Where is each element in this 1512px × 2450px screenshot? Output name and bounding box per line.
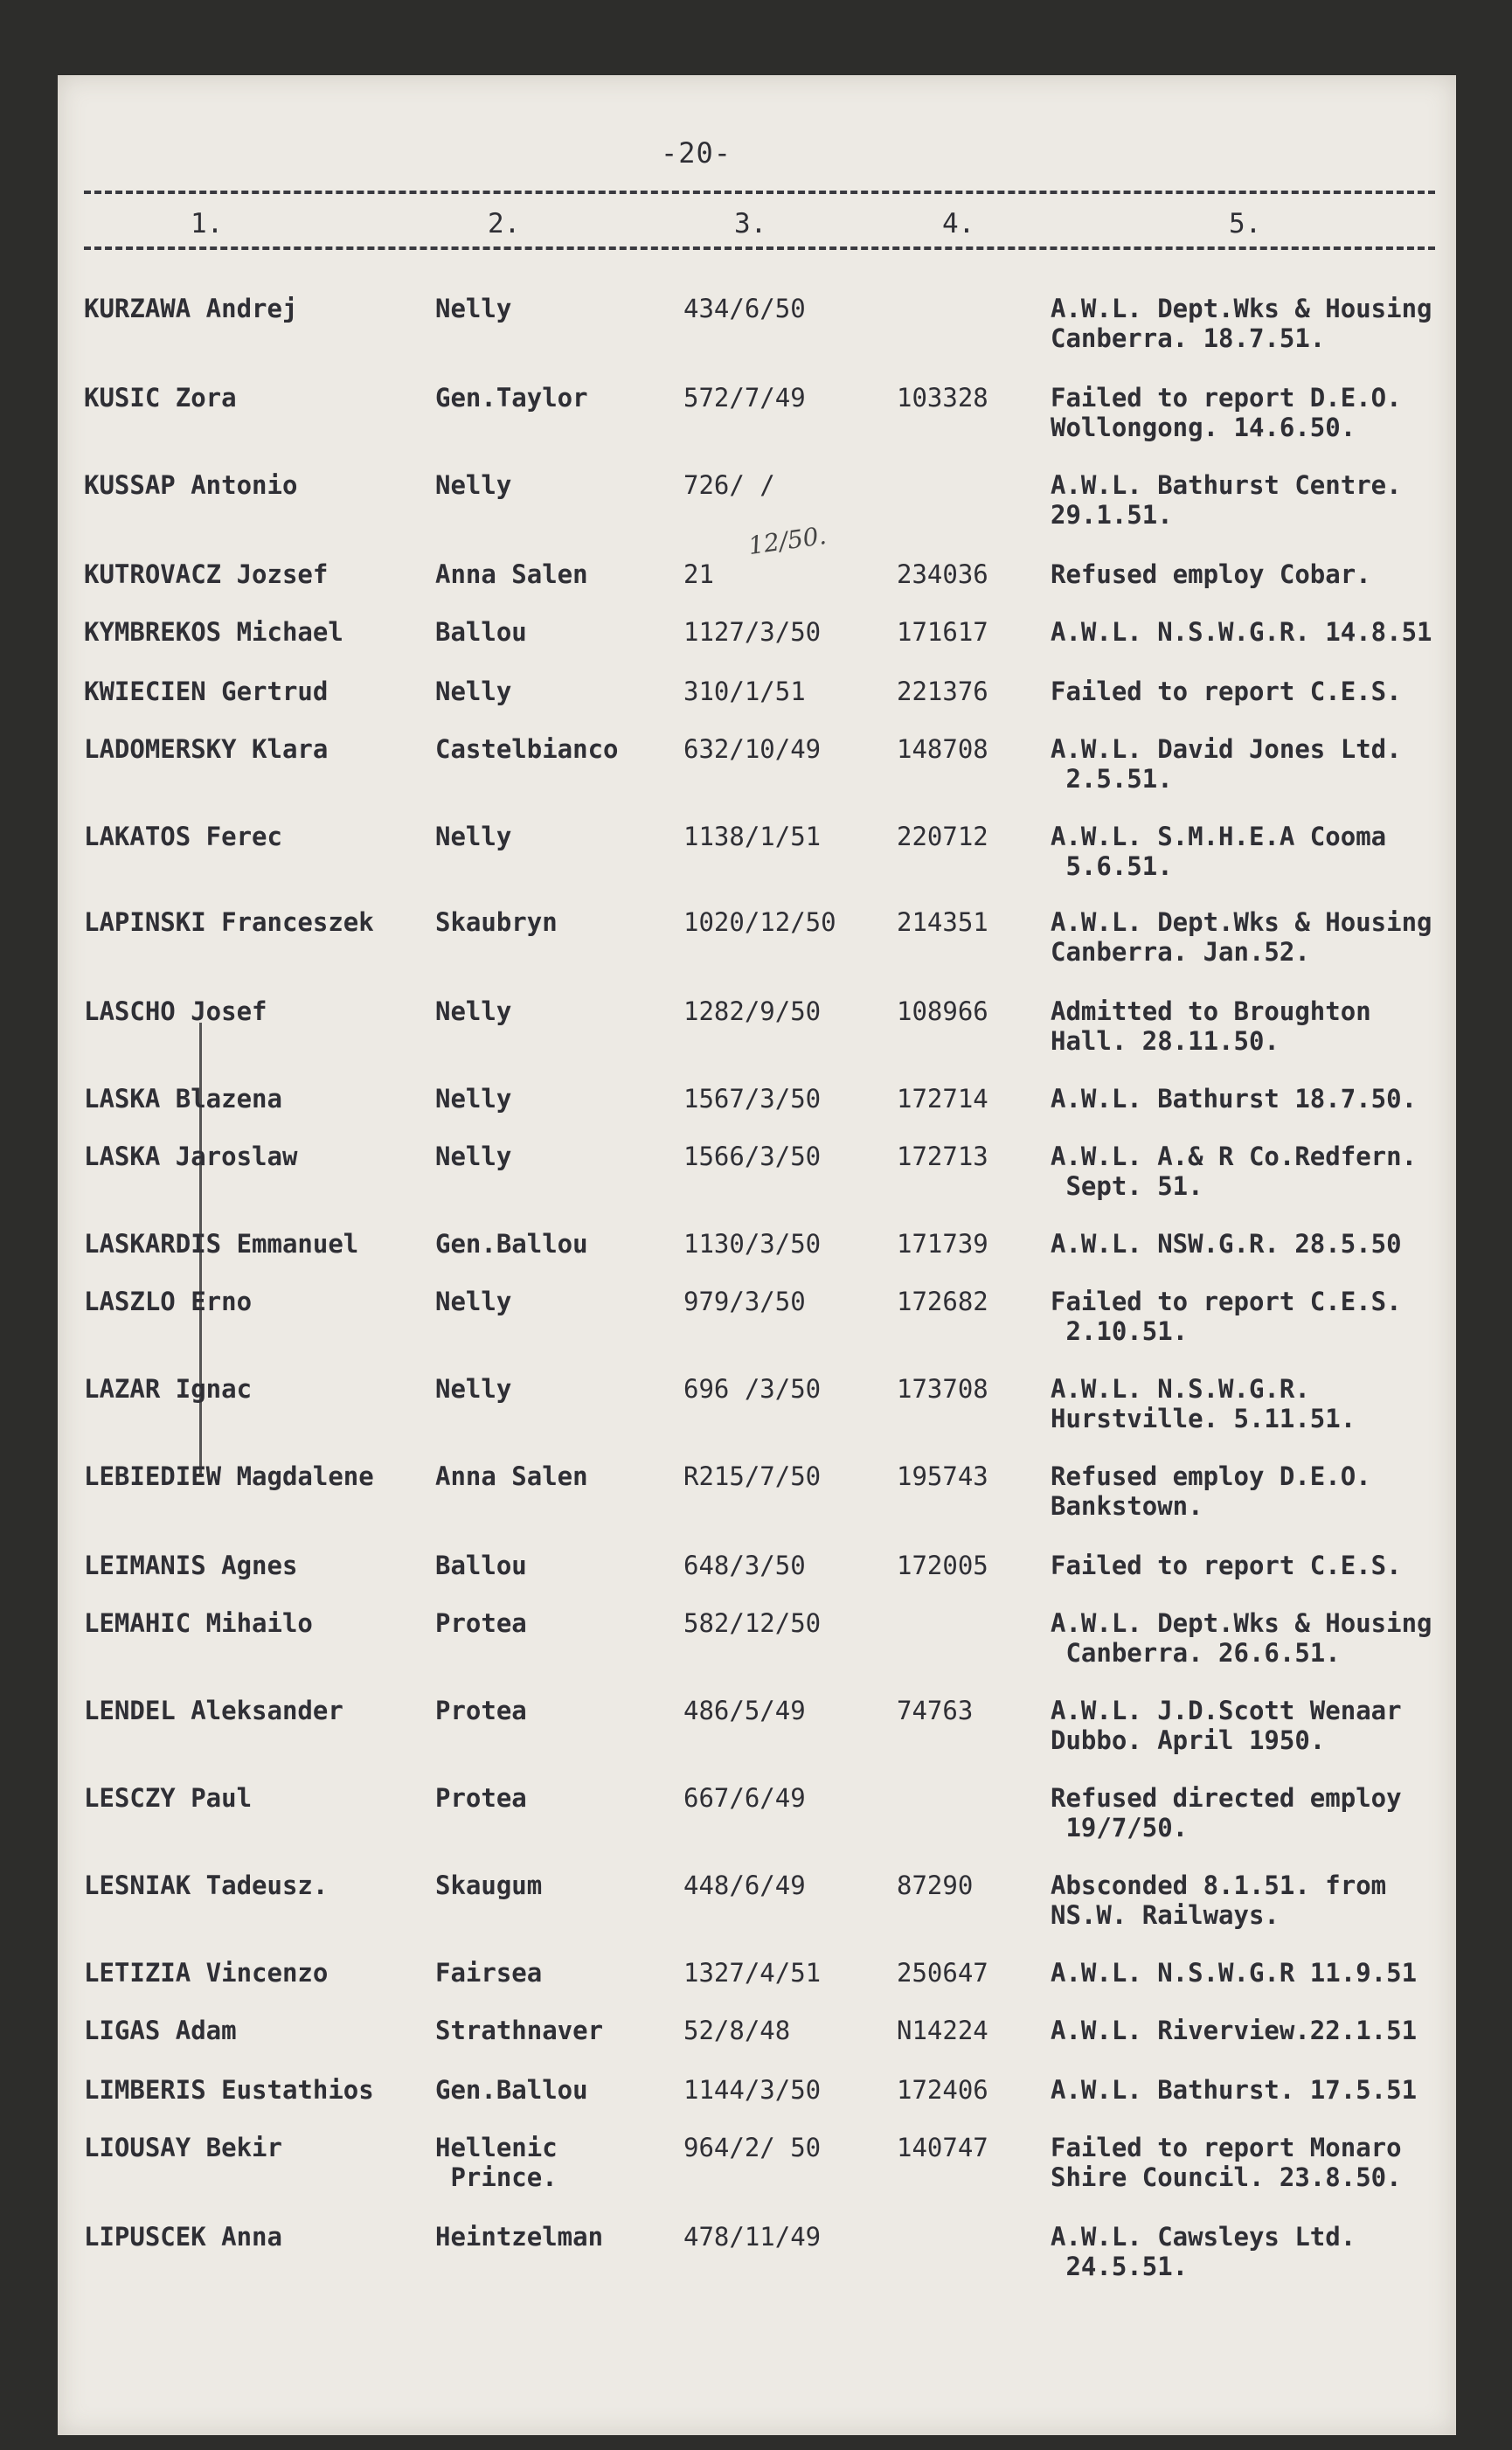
- remarks-cell: A.W.L. Dept.Wks & Housing Canberra. 26.6.51.: [1051, 1608, 1432, 1668]
- remarks-cell: A.W.L. N.S.W.G.R 11.9.51: [1051, 1958, 1418, 1988]
- column-header-1: 1.: [191, 208, 224, 239]
- name-cell: LAKATOS Ferec: [84, 822, 282, 851]
- name-cell: LASKA Blazena: [84, 1084, 282, 1114]
- name-cell: LIPUSCEK Anna: [84, 2222, 282, 2252]
- reference-cell: 696 /3/50: [683, 1374, 822, 1404]
- ship-cell: Gen.Ballou: [435, 2075, 588, 2105]
- remarks-cell: A.W.L. Bathurst. 17.5.51: [1051, 2075, 1418, 2105]
- column-header-2: 2.: [488, 208, 521, 239]
- remarks-cell: A.W.L. David Jones Ltd. 2.5.51.: [1051, 734, 1402, 794]
- ship-cell: Nelly: [435, 822, 512, 851]
- ship-cell: Nelly: [435, 294, 512, 323]
- remarks-cell: Failed to report C.E.S.: [1051, 1551, 1402, 1580]
- name-cell: LESNIAK Tadeusz.: [84, 1870, 329, 1900]
- column-header-5: 5.: [1229, 208, 1262, 239]
- number-cell: 87290: [897, 1870, 974, 1900]
- number-cell: 172682: [897, 1287, 988, 1316]
- ship-cell: Nelly: [435, 470, 512, 500]
- name-cell: LEMAHIC Mihailo: [84, 1608, 313, 1638]
- number-cell: 171739: [897, 1229, 988, 1259]
- ship-cell: Fairsea: [435, 1958, 543, 1988]
- number-cell: 140747: [897, 2133, 988, 2162]
- remarks-cell: Absconded 8.1.51. from NS.W. Railways.: [1051, 1870, 1387, 1930]
- remarks-cell: A.W.L. S.M.H.E.A Cooma 5.6.51.: [1051, 822, 1387, 881]
- name-cell: LIMBERIS Eustathios: [84, 2075, 374, 2105]
- reference-cell: 979/3/50: [683, 1287, 806, 1316]
- number-cell: N14224: [897, 2016, 988, 2045]
- reference-cell: 1566/3/50: [683, 1142, 822, 1171]
- reference-cell: 1020/12/50: [683, 907, 836, 937]
- ship-cell: Hellenic Prince.: [435, 2133, 558, 2192]
- reference-cell: 52/8/48: [683, 2016, 791, 2045]
- ship-cell: Skaugum: [435, 1870, 543, 1900]
- remarks-cell: A.W.L. N.S.W.G.R. Hurstville. 5.11.51.: [1051, 1374, 1356, 1433]
- name-cell: LENDEL Aleksander: [84, 1696, 343, 1725]
- remarks-cell: A.W.L. Cawsleys Ltd. 24.5.51.: [1051, 2222, 1356, 2281]
- name-cell: KWIECIEN Gertrud: [84, 677, 329, 706]
- reference-cell: 726/ /: [683, 470, 775, 500]
- name-cell: KUTROVACZ Jozsef: [84, 559, 329, 589]
- ship-cell: Gen.Ballou: [435, 1229, 588, 1259]
- remarks-cell: A.W.L. Bathurst Centre. 29.1.51.: [1051, 470, 1402, 530]
- name-cell: KURZAWA Andrej: [84, 294, 298, 323]
- reference-cell: 964/2/ 50: [683, 2133, 822, 2162]
- ship-cell: Protea: [435, 1783, 527, 1813]
- name-cell: LADOMERSKY Klara: [84, 734, 329, 764]
- header-rule-top: [84, 191, 1435, 194]
- ship-cell: Strathnaver: [435, 2016, 604, 2045]
- reference-cell: 1130/3/50: [683, 1229, 822, 1259]
- reference-cell: 582/12/50: [683, 1608, 822, 1638]
- name-cell: LIOUSAY Bekir: [84, 2133, 282, 2162]
- remarks-cell: Refused employ Cobar.: [1051, 559, 1371, 589]
- number-cell: 195743: [897, 1461, 988, 1491]
- ship-cell: Nelly: [435, 1287, 512, 1316]
- ship-cell: Protea: [435, 1696, 527, 1725]
- remarks-cell: Failed to report D.E.O. Wollongong. 14.6.50.: [1051, 383, 1402, 442]
- ship-cell: Nelly: [435, 1374, 512, 1404]
- remarks-cell: A.W.L. N.S.W.G.R. 14.8.51: [1051, 617, 1432, 647]
- name-cell: LAPINSKI Franceszek: [84, 907, 374, 937]
- reference-cell: 648/3/50: [683, 1551, 806, 1580]
- reference-cell: 667/6/49: [683, 1783, 806, 1813]
- name-cell: LETIZIA Vincenzo: [84, 1958, 329, 1988]
- number-cell: 148708: [897, 734, 988, 764]
- name-cell: LEIMANIS Agnes: [84, 1551, 298, 1580]
- remarks-cell: A.W.L. Riverview.22.1.51: [1051, 2016, 1418, 2045]
- number-cell: 220712: [897, 822, 988, 851]
- reference-cell: 21: [683, 559, 714, 589]
- ship-cell: Skaubryn: [435, 907, 558, 937]
- reference-cell: 1138/1/51: [683, 822, 822, 851]
- reference-cell: 486/5/49: [683, 1696, 806, 1725]
- column-header-4: 4.: [942, 208, 975, 239]
- ship-cell: Heintzelman: [435, 2222, 604, 2252]
- ship-cell: Anna Salen: [435, 559, 588, 589]
- remarks-cell: Admitted to Broughton Hall. 28.11.50.: [1051, 996, 1371, 1056]
- column-header-3: 3.: [734, 208, 767, 239]
- number-cell: 74763: [897, 1696, 974, 1725]
- remarks-cell: A.W.L. Bathurst 18.7.50.: [1051, 1084, 1418, 1114]
- ship-cell: Nelly: [435, 996, 512, 1026]
- reference-cell: 1327/4/51: [683, 1958, 822, 1988]
- ship-cell: Nelly: [435, 1142, 512, 1171]
- page-number: -20-: [661, 136, 732, 170]
- header-rule-bottom: [84, 246, 1435, 250]
- ship-cell: Anna Salen: [435, 1461, 588, 1491]
- remarks-cell: A.W.L. NSW.G.R. 28.5.50: [1051, 1229, 1402, 1259]
- remarks-cell: A.W.L. A.& R Co.Redfern. Sept. 51.: [1051, 1142, 1418, 1201]
- number-cell: 214351: [897, 907, 988, 937]
- name-cell: LASZLO Erno: [84, 1287, 253, 1316]
- name-cell: LESCZY Paul: [84, 1783, 253, 1813]
- number-cell: 250647: [897, 1958, 988, 1988]
- reference-cell: 1282/9/50: [683, 996, 822, 1026]
- name-cell: KUSSAP Antonio: [84, 470, 298, 500]
- remarks-cell: Failed to report Monaro Shire Council. 23.8.50.: [1051, 2133, 1402, 2192]
- name-cell: LIGAS Adam: [84, 2016, 237, 2045]
- reference-cell: 448/6/49: [683, 1870, 806, 1900]
- number-cell: 173708: [897, 1374, 988, 1404]
- reference-cell: 1127/3/50: [683, 617, 822, 647]
- reference-cell: R215/7/50: [683, 1461, 822, 1491]
- remarks-cell: A.W.L. J.D.Scott Wenaar Dubbo. April 1950.: [1051, 1696, 1402, 1755]
- remarks-cell: Refused employ D.E.O. Bankstown.: [1051, 1461, 1371, 1521]
- reference-cell: 632/10/49: [683, 734, 822, 764]
- name-cell: LASCHO Josef: [84, 996, 267, 1026]
- ship-cell: Protea: [435, 1608, 527, 1638]
- reference-cell: 1144/3/50: [683, 2075, 822, 2105]
- ship-cell: Castelbianco: [435, 734, 619, 764]
- number-cell: 108966: [897, 996, 988, 1026]
- reference-cell: 572/7/49: [683, 383, 806, 413]
- number-cell: 172406: [897, 2075, 988, 2105]
- name-cell: LAZAR Ignac: [84, 1374, 253, 1404]
- number-cell: 172713: [897, 1142, 988, 1171]
- reference-cell: 310/1/51: [683, 677, 806, 706]
- reference-cell: 434/6/50: [683, 294, 806, 323]
- ship-cell: Ballou: [435, 1551, 527, 1580]
- number-cell: 234036: [897, 559, 988, 589]
- handwritten-note: 12/50.: [746, 520, 829, 561]
- ship-cell: Gen.Taylor: [435, 383, 588, 413]
- ship-cell: Nelly: [435, 677, 512, 706]
- reference-cell: 478/11/49: [683, 2222, 822, 2252]
- remarks-cell: A.W.L. Dept.Wks & Housing Canberra. Jan.52.: [1051, 907, 1432, 967]
- number-cell: 172714: [897, 1084, 988, 1114]
- number-cell: 221376: [897, 677, 988, 706]
- ship-cell: Ballou: [435, 617, 527, 647]
- number-cell: 103328: [897, 383, 988, 413]
- remarks-cell: A.W.L. Dept.Wks & Housing Canberra. 18.7.51.: [1051, 294, 1432, 353]
- remarks-cell: Failed to report C.E.S.: [1051, 677, 1402, 706]
- number-cell: 172005: [897, 1551, 988, 1580]
- name-cell: LASKA Jaroslaw: [84, 1142, 298, 1171]
- remarks-cell: Refused directed employ 19/7/50.: [1051, 1783, 1402, 1843]
- name-cell: KUSIC Zora: [84, 383, 237, 413]
- remarks-cell: Failed to report C.E.S. 2.10.51.: [1051, 1287, 1402, 1346]
- ship-cell: Nelly: [435, 1084, 512, 1114]
- number-cell: 171617: [897, 617, 988, 647]
- name-cell: LASKARDIS Emmanuel: [84, 1229, 359, 1259]
- reference-cell: 1567/3/50: [683, 1084, 822, 1114]
- document-page: [58, 75, 1456, 2435]
- name-cell: KYMBREKOS Michael: [84, 617, 343, 647]
- name-cell: LEBIEDIEW Magdalene: [84, 1461, 374, 1491]
